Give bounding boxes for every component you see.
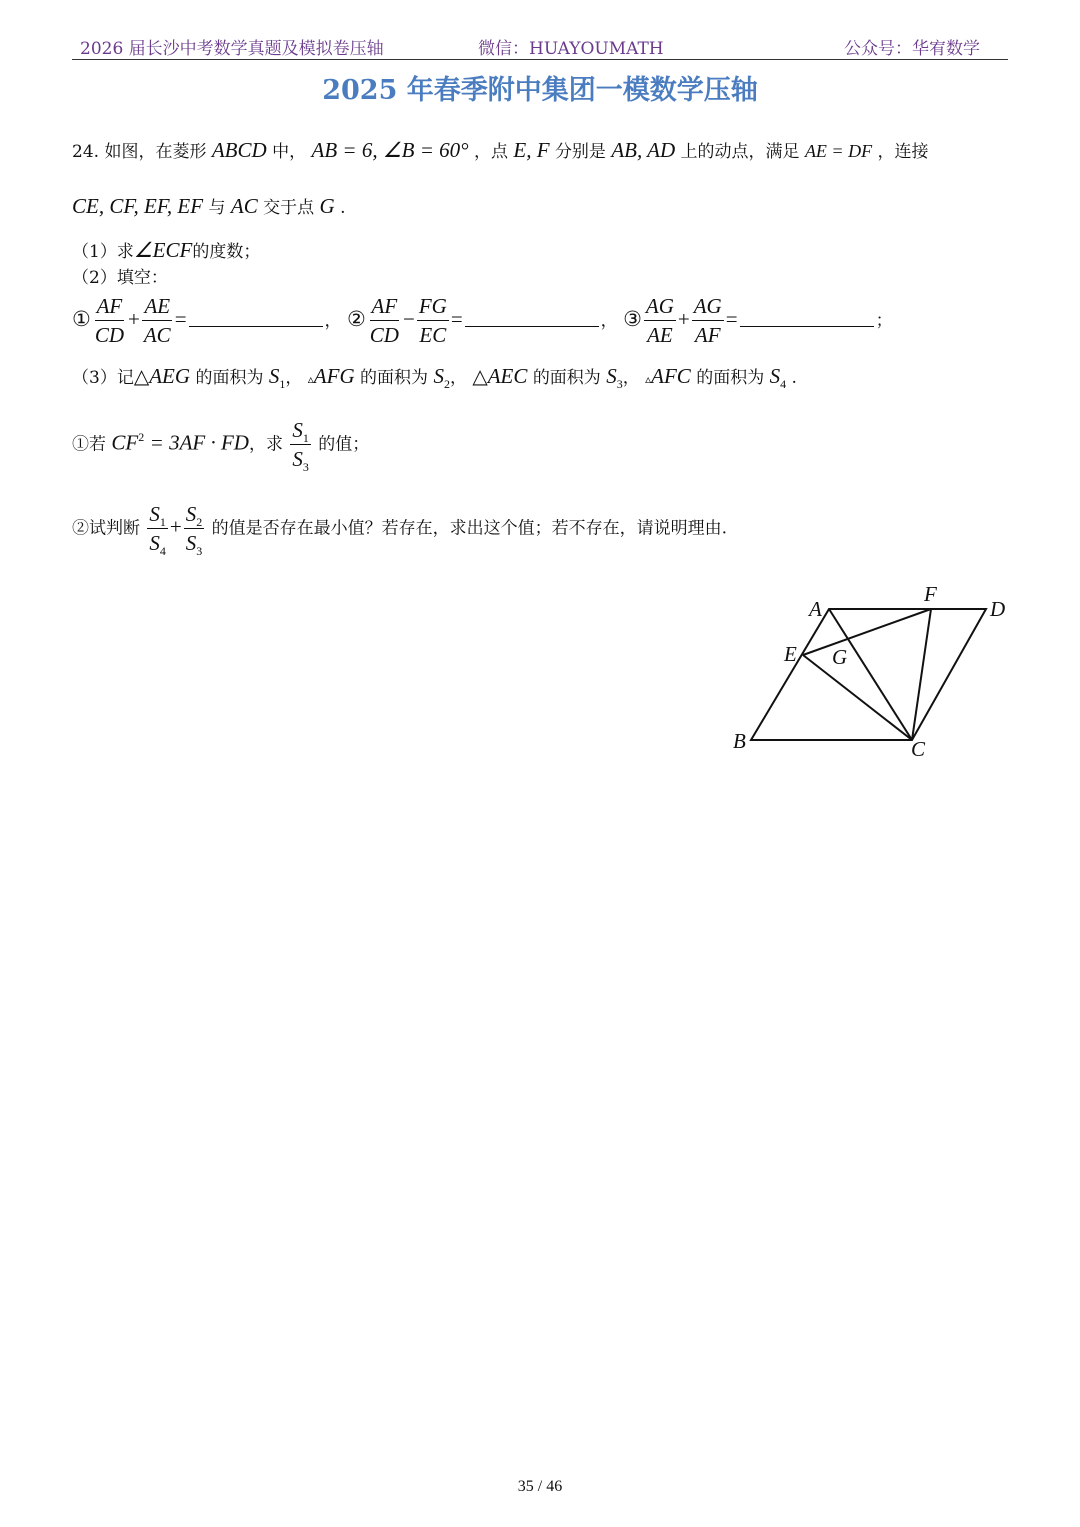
frac-den: AE xyxy=(647,323,673,347)
q3a-text: ，求 xyxy=(248,434,283,455)
label-b: B xyxy=(733,729,746,753)
q3-text: 的面积为 xyxy=(696,368,765,388)
superscript: 2 xyxy=(138,429,145,444)
subscript: 3 xyxy=(196,544,203,558)
problem-text: . xyxy=(340,198,346,218)
question-1 xyxy=(72,240,260,261)
frac-num: AG xyxy=(692,296,724,321)
label-c: C xyxy=(911,737,926,761)
fill-1 xyxy=(72,294,347,347)
math-ab-angle: AB = 6, ∠B = 60° xyxy=(311,138,469,162)
separator: ， xyxy=(600,310,618,331)
q3-prefix: （3）记 xyxy=(72,368,134,388)
problem-text: ，点 xyxy=(473,142,508,162)
math-ac: AC xyxy=(230,194,258,218)
frac-num xyxy=(290,420,311,445)
equals: = xyxy=(725,306,738,331)
q3a-mark: ①若 xyxy=(72,434,106,455)
frac-den: CD xyxy=(94,323,125,347)
math-abcd: ABCD xyxy=(211,138,267,162)
q3-text: ， xyxy=(622,368,640,388)
rhombus-abcd xyxy=(751,609,986,740)
math-s: S xyxy=(292,418,303,442)
math-rhs: = 3AF · FD xyxy=(149,430,249,455)
operator: + xyxy=(128,306,140,331)
frac-den: AC xyxy=(143,323,171,347)
frac-num xyxy=(147,504,168,529)
q3-text: ， xyxy=(285,368,303,388)
frac-den: AF xyxy=(694,323,721,347)
label-f: F xyxy=(924,582,937,606)
frac-den: EC xyxy=(419,323,447,347)
answer-blank-2[interactable] xyxy=(465,316,599,327)
operator: + xyxy=(677,306,690,331)
problem-text: 分别是 xyxy=(554,142,606,162)
subscript: 4 xyxy=(780,377,787,391)
question-3-part-1 xyxy=(72,418,370,474)
math-s: S xyxy=(149,502,160,526)
math-ae-df: AE = DF xyxy=(804,141,873,161)
triangle-symbol: ▵ xyxy=(645,372,652,386)
math-ab-ad: AB, AD xyxy=(611,138,676,162)
fraction xyxy=(417,296,449,346)
rhombus-figure xyxy=(720,575,1020,770)
segment-ac xyxy=(829,609,912,740)
math-s: S xyxy=(185,502,197,526)
problem-text: 如图，在菱形 xyxy=(104,142,207,162)
math-aeg: AEG xyxy=(149,364,191,388)
fraction xyxy=(142,296,173,346)
frac-num: AF xyxy=(370,296,400,321)
operator: + xyxy=(169,514,182,539)
subscript: 2 xyxy=(443,377,450,391)
answer-blank-3[interactable] xyxy=(740,316,874,327)
frac-num: AF xyxy=(95,296,125,321)
line-end: ； xyxy=(875,310,893,331)
header-right: 公众号：华宥数学 xyxy=(844,39,980,59)
problem-text: 与 xyxy=(208,198,226,218)
circled-3: ③ xyxy=(623,306,642,331)
page-number: 35 / 46 xyxy=(517,1478,563,1495)
q1-prefix: （1）求 xyxy=(72,242,134,262)
frac-den: CD xyxy=(369,323,399,347)
fraction-s1-s3 xyxy=(290,418,311,474)
frac-den xyxy=(184,529,205,558)
q3b-text: 的值是否存在最小值？若存在，求出这个值；若不存在，请说明理由. xyxy=(211,518,728,539)
question-3 xyxy=(72,364,797,391)
frac-num: AG xyxy=(644,296,676,321)
separator: ， xyxy=(324,310,342,331)
question-2-label: （2）填空： xyxy=(72,268,168,288)
problem-text: 交于点 xyxy=(263,198,315,218)
fill-3 xyxy=(623,294,893,347)
question-3-part-2 xyxy=(72,502,728,558)
math-cf: CF xyxy=(111,430,139,455)
subscript: 4 xyxy=(159,544,166,558)
q3-text: . xyxy=(791,368,797,388)
circled-2: ② xyxy=(346,306,366,331)
math-segments: CE, CF, EF, EF xyxy=(72,194,204,218)
header-left: 2026 届长沙中考数学真题及模拟卷压轴 xyxy=(80,39,384,59)
q1-suffix: 的度数； xyxy=(192,242,261,262)
question-2-fills xyxy=(72,296,893,346)
problem-line-1 xyxy=(72,140,928,161)
segment-ce xyxy=(803,655,912,740)
math-ef: E, F xyxy=(513,138,550,162)
subscript: 1 xyxy=(279,377,286,391)
answer-blank-1[interactable] xyxy=(189,316,323,327)
equals: = xyxy=(174,306,187,331)
frac-den xyxy=(290,445,311,474)
math-s: S xyxy=(292,447,303,471)
operator: − xyxy=(402,306,415,331)
equals: = xyxy=(450,306,463,331)
math-s: S xyxy=(149,531,160,555)
math-s: S xyxy=(185,531,197,555)
math-angle-ecf: ∠ECF xyxy=(133,238,193,262)
figure-lines xyxy=(751,609,986,740)
triangle-symbol: △ xyxy=(133,364,150,388)
fraction xyxy=(368,296,401,346)
fraction-s1-s4 xyxy=(147,502,168,558)
fraction xyxy=(93,296,126,346)
q3-text: 的面积为 xyxy=(532,368,601,388)
segment-cf xyxy=(912,609,931,740)
circled-1: ① xyxy=(72,306,91,331)
math-s: S xyxy=(433,364,444,388)
q3-text: 的面积为 xyxy=(195,368,264,388)
frac-num xyxy=(184,504,205,529)
q3-text: 的面积为 xyxy=(360,368,429,388)
problem-number: 24. xyxy=(72,142,100,162)
math-s: S xyxy=(268,364,280,388)
label-g: G xyxy=(832,645,848,669)
header-center: 微信：HUAYOUMATH xyxy=(478,39,664,59)
frac-num: FG xyxy=(417,296,449,321)
fraction-s2-s3 xyxy=(184,502,205,558)
subscript: 1 xyxy=(302,431,309,445)
subscript: 3 xyxy=(302,460,309,474)
math-s: S xyxy=(769,364,781,388)
label-d: D xyxy=(990,597,1006,621)
q3a-text: 的值； xyxy=(318,434,370,455)
frac-den xyxy=(147,529,168,558)
q3-text: ， xyxy=(449,368,467,388)
problem-text: ，连接 xyxy=(877,142,929,162)
problem-text: 中， xyxy=(272,142,307,162)
segment-ef xyxy=(803,609,931,655)
q3b-mark: ②试判断 xyxy=(72,518,140,539)
subscript: 1 xyxy=(159,515,166,529)
fraction xyxy=(644,296,676,346)
math-s: S xyxy=(606,364,617,388)
fill-2 xyxy=(346,294,623,347)
fraction xyxy=(692,296,724,346)
math-g: G xyxy=(319,194,335,218)
triangle-symbol: △ xyxy=(472,364,488,388)
math-afc: AFC xyxy=(651,364,691,388)
problem-text: 上的动点，满足 xyxy=(680,142,800,162)
page-title: 2025 年春季附中集团一模数学压轴 xyxy=(322,75,758,106)
subscript: 3 xyxy=(616,377,623,391)
label-a: A xyxy=(809,597,822,621)
frac-num: AE xyxy=(142,296,172,321)
problem-line-2 xyxy=(72,196,346,217)
math-aec: AEC xyxy=(487,364,528,388)
triangle-symbol: ▵ xyxy=(307,372,314,386)
subscript: 2 xyxy=(196,515,203,529)
math-afg: AFG xyxy=(313,364,355,388)
header-rule xyxy=(72,59,1008,60)
label-e: E xyxy=(784,642,797,666)
